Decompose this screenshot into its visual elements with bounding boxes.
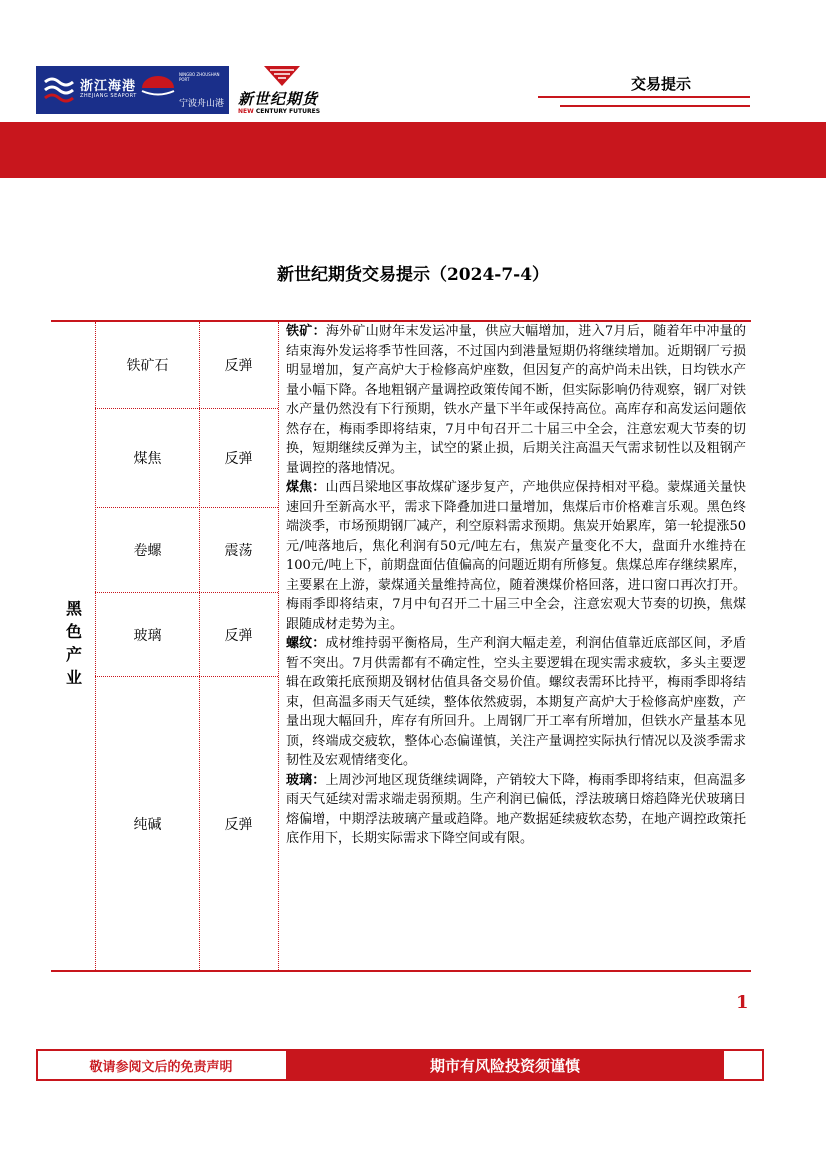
commentary-label: 铁矿： bbox=[286, 324, 326, 339]
wave-icon bbox=[42, 72, 76, 106]
zhejiang-seaport-en: ZHEJIANG SEAPORT bbox=[80, 93, 137, 99]
table-bottom-border bbox=[51, 970, 751, 972]
risk-warning: 期市有风险投资须谨慎 bbox=[286, 1051, 724, 1079]
disclaimer-notice: 敬请参阅文后的免责声明 bbox=[89, 1059, 233, 1075]
new-century-name: 新世纪期货 bbox=[238, 90, 319, 108]
footer-bar bbox=[36, 1049, 764, 1081]
page-title: 新世纪期货交易提示（2024-7-4） bbox=[276, 265, 550, 285]
commodity-view: 反弹 bbox=[224, 627, 253, 644]
commodity-name: 煤焦 bbox=[133, 451, 162, 467]
commentary-label: 玻璃： bbox=[286, 772, 326, 788]
commodity-name: 玻璃 bbox=[133, 627, 162, 644]
zhejiang-seaport-name: 浙江海港 bbox=[80, 79, 137, 94]
new-century-en: NEW CENTURY FUTURES bbox=[238, 108, 321, 115]
sector-name: 黑色产业 bbox=[63, 600, 83, 692]
ningbo-port-icon bbox=[140, 74, 176, 100]
sector-label bbox=[52, 322, 94, 970]
ningbo-port-name: 宁波舟山港 bbox=[179, 99, 225, 109]
header-divider bbox=[538, 96, 750, 98]
commentary-paragraph bbox=[286, 478, 746, 634]
commentary-label: 螺纹： bbox=[286, 636, 326, 651]
commodity-view: 震荡 bbox=[224, 543, 253, 559]
commentary-paragraph bbox=[286, 322, 746, 478]
commentary-text: 海外矿山财年末发运冲量，供应大幅增加，进入7月后，随着年中冲量的结束海外发运将季节性回落，不过国内到港量短期仍将继续增加。近期钢厂亏损明显增加，复产高炉大于检修高炉座数，但因复产的高炉尚未出铁，日均铁水产量小幅下降。各地粗钢产量调控政策传闻不断，但实际影响仍待观察，钢厂对铁水产量仍然没有下行预期，铁水产量下半年或保持高位。高库存和高发运问题依然存在，梅雨季即将结束，7月中旬召开二十届三中全会，注意宏观大节奏的切换，短期继续反弹为主，试空的紧止损，后期关注高温天气需求韧性以及粗钢产量调控的落地情况。 bbox=[286, 324, 746, 476]
page-number: 1 bbox=[736, 992, 749, 1013]
header-divider bbox=[560, 105, 750, 107]
header-banner bbox=[0, 122, 826, 178]
new-century-logo bbox=[236, 64, 336, 118]
commodity-view: 反弹 bbox=[224, 816, 253, 833]
market-commentary bbox=[286, 322, 746, 849]
port-logo bbox=[36, 66, 229, 114]
column-divider bbox=[278, 322, 279, 970]
ningbo-port-en: NINGBO ZHOUSHAN PORT bbox=[179, 72, 220, 82]
commentary-text: 成材维持弱平衡格局，生产利润大幅走差，利润估值靠近底部区间，矛盾暂不突出。7月供需都有不确定性，空头主要逻辑在现实需求疲软，多头主要逻辑在政策托底预期及钢材估值具备交易价值。螺纹表需环比持平，梅雨季即将结束，但高温多雨天气延续，整体依然疲弱，本期复产高炉大于检修高炉座数，产量出现大幅回升，库存有所回升。上周钢厂开工率有所增加，但铁水产量基本见顶，终端成交疲软，整体心态偏谨慎，关注产量调控实际执行情况以及淡季需求韧性及宏观情绪变化。 bbox=[286, 636, 746, 768]
commodity-name: 纯碱 bbox=[133, 816, 162, 833]
new-century-wing-icon bbox=[262, 64, 302, 88]
document-type-label: 交易提示 bbox=[631, 75, 692, 93]
commodity-view: 反弹 bbox=[224, 451, 253, 467]
commodity-name: 铁矿石 bbox=[126, 358, 169, 374]
commentary-paragraph bbox=[286, 634, 746, 771]
commentary-paragraph bbox=[286, 771, 746, 849]
commodity-view: 反弹 bbox=[224, 358, 253, 374]
commentary-label: 煤焦： bbox=[286, 480, 326, 495]
commentary-text: 上周沙河地区现货继续调降，产销较大下降，梅雨季即将结束，但高温多雨天气延续对需求端走弱预期。生产利润已偏低，浮法玻璃日熔趋降光伏玻璃日熔偏增，中期浮法玻璃产量或趋降。地产数据延续疲软态势，在地产调控政策托底作用下，长期实际需求下降空间或有限。 bbox=[286, 772, 746, 846]
commentary-text: 山西吕梁地区事故煤矿逐步复产，产地供应保持相对平稳。蒙煤通关量快速回升至新高水平，需求下降叠加进口量增加，焦煤后市价格难言乐观。黑色终端淡季，市场预期钢厂减产，利空原料需求预期。焦炭开始累库，第一轮提涨50元/吨落地后，焦化利润有50元/吨左右，焦炭产量变化不大，盘面升水维持在100元/吨上下，前期盘面估值偏高的问题近期有所修复。焦煤总库存继续累库，主要累在上游，蒙煤通关量维持高位，随着澳煤价格回落，进口窗口再次打开。梅雨季即将结束，7月中旬召开二十届三中全会，注意宏观大节奏的切换，焦煤跟随成材走势为主。 bbox=[286, 480, 746, 632]
commodity-name: 卷螺 bbox=[133, 543, 162, 559]
